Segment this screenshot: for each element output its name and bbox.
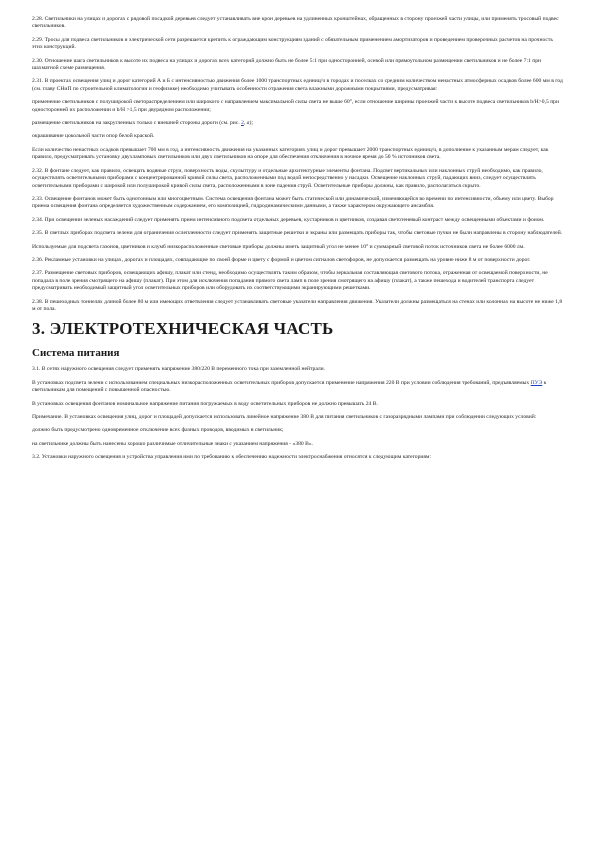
figure-link[interactable]: 2 bbox=[241, 120, 244, 127]
paragraph-text: , а); bbox=[243, 120, 254, 127]
paragraph-text: размещение светильников на закругленных только с внешней стороны дороги (см. рис. bbox=[32, 120, 240, 127]
section-title: Система питания bbox=[32, 347, 120, 360]
paragraph-text: к светильникам для помещений с повышенной опасностью. bbox=[32, 379, 547, 394]
chapter-title: 3. ЭЛЕКТРОТЕХНИЧЕСКАЯ ЧАСТЬ bbox=[32, 319, 334, 339]
paragraph-3-1: 3.1. В сетях наружного освещения следует применять напряжение 380/220 В переменного тока при заземленной нейтрали. bbox=[32, 366, 326, 373]
paragraph-2-37: 2.37. Размещение световых приборов, освещающих афишу, плакат или стенд, необходимо осуществлять таким образом, чтобы зеркальная составляющая светового потока, отраженная от освещаемой поверхности, не попадала в поле зрения смотрящего на афишу (плакат). При этом для исключения попадания прямого света ламп в поле зрения смотрящего на афишу (плакат), а также пешехода и водителей транспорта следует предусматривать необходимый защитный угол осветительных приборов или оборудовать их соответствующими экранирующими решетками. bbox=[32, 270, 548, 292]
paragraph-2-31-item-2 bbox=[32, 120, 563, 127]
paragraph-2-29: 2.29. Тросы для подвеса светильников и электрической сети разрешается крепить к ограждающим конструкциям зданий с обязательным применением амортизаторов и проведением проверочных расчетов на прочность этих конструкций. bbox=[32, 36, 553, 51]
paragraph-3-1-pue bbox=[32, 380, 563, 395]
paragraph-2-34: 2.34. При освещении зеленых насаждений следует применять прием интенсивного подсвета отдельных деревьев, кустарников и цветников, создавая светотеневый контраст между освещенными объектами и фоном. bbox=[32, 216, 545, 223]
pue-link[interactable]: ПУЭ bbox=[530, 379, 543, 386]
paragraph-text: В установках подсвета зелени с использованием специальных низкорасположенных осветительных приборов допускается применение напряжения 220 В при условии соблюдения требований, предъявляемых bbox=[32, 379, 530, 386]
paragraph-note: Примечание. В установках освещения улиц, дорог и площадей допускается использовать линейное напряжение 380 В для питания светильников с газоразрядными лампами при соблюдении следующих условий: bbox=[32, 414, 537, 420]
paragraph-2-31-item-3: окрашивание цокольной части опор белой краской. bbox=[32, 133, 155, 140]
paragraph-2-35-note: Используемые для подсвета газонов, цветников и клумб низкорасположенные световые приборы должны иметь защитный угол не менее 10° и суммарный световой поток источников света не более 6000 лм. bbox=[32, 243, 525, 250]
paragraph-2-28: 2.28. Светильники на улицах и дорогах с рядовой посадкой деревьев следует устанавливать вне крон деревьев на удлиненных кронштейнах, обращенных в сторону проезжей части улицы, или применять тросовый подвес светильников. bbox=[32, 16, 559, 30]
paragraph-2-31-note: Если количество ненастных осадков превышает 700 мм в год, а интенсивность движения на указанных категориях улиц и дорог превышает 2000 транспортных единиц/ч, в дополнение к указанным мерам следует, как правило, предусматривать установку двухламповых светильников или двух светильников на опоре для обеспечения отключения в ночное время до 50 % источников света. bbox=[32, 146, 549, 161]
paragraph-2-36: 2.36. Рекламные установки на улицах, дорогах и площадях, совпадающие по своей форме и цвету с формой и цветом сигналов светофоров, не допускается размещать на уровне ниже 8 м от поверхности дорог. bbox=[32, 256, 531, 263]
paragraph-2-30: 2.30. Отношение шага светильников к высоте их подвеса на улицах и дорогах всех категорий должно быть не более 5:1 при односторонней, осевой или прямоугольном размещении светильников и не более 7:1 при шахматной схеме размещения. bbox=[32, 57, 542, 72]
paragraph-2-38: 2.38. В пешеходных тоннелях длиной более 80 м или имеющих ответвления следует устанавливать световые указатели направления движения. Указатели должны размещаться на стенах или колоннах на высоте не ниже 1,8 м от пола. bbox=[32, 298, 563, 312]
paragraph-2-33: 2.33. Освещение фонтанов может быть однотонным или многоцветным. Система освещения фонтана может быть статической или динамической, изменяющейся во времени по интенсивности, объему или цвету. Выбор приема освещения фонтана определяется художественным содержанием, его композицией, гидродинамическими данными, а также характером окружающего ансамбля. bbox=[32, 195, 554, 210]
paragraph-2-32: 2.32. В фонтане следует, как правило, освещать водяные струи, поверхность воды, скульптуру и отдельные архитектурные элементы фонтана. Подсвет вертикальных или наклонных струй необходимо, как правило, осуществлять осветительными приборами с концентрированной кривой силы света, расположенными под водой непосредственно у насадки. Освещение наклонных струй, падающих вниз, следует осуществлять осветительными приборами с широкой или полуширокой кривой силы света, расположенными в зоне падения струй. Осветительные приборы должны, как правило, располагаться скрыто. bbox=[32, 167, 543, 189]
paragraph-note-item-2: на светильнике должны быть нанесены хорошо различимые отличительные знаки с указанием напряжения - «380 В». bbox=[32, 440, 314, 447]
paragraph-3-2: 3.2. Установки наружного освещения и устройства управления ими по требованию к обеспечению надежности электроснабжения относятся к следующим категориям: bbox=[32, 454, 432, 461]
paragraph-2-31-item-1: применение светильников с полуширокой светораспределением или широкого с направлением максимальной силы света не выше 60°, если отношение ширины проезжей части к высоте подвеса светильников b/H>0,5 при односторонней их расположении и b/H >1,5 при двурядном расположении; bbox=[32, 99, 559, 113]
paragraph-2-31: 2.31. В проектах освещения улиц и дорог категорий А и Б с интенсивностью движения более 1000 транспортных единиц/ч в городах и поселках со средним количеством ненастных атмосферных осадков более 600 мм в год (см. главу СНиП по строительной климатологии и геофизике) необходимо учитывать особенности отражения света влажными дорожными покрытиями, предусматривая: bbox=[32, 78, 563, 92]
paragraph-2-35: 2.35. В светлых приборах подсвета зелени для ограничения ослепленности следует применять защитные решетки и экраны или размещать приборы так, чтобы световые пучки не были направлены в сторону наблюдателей. bbox=[32, 230, 563, 237]
paragraph-note-item-1: должно быть предусмотрено одновременное отключение всех фазных проводов, вводимых в светильник; bbox=[32, 427, 284, 434]
paragraph-3-1-fountains: В установках освещения фонтанов номинальное напряжение питания погружаемых в воду осветительных приборов не должно превышать 24 В. bbox=[32, 400, 378, 407]
